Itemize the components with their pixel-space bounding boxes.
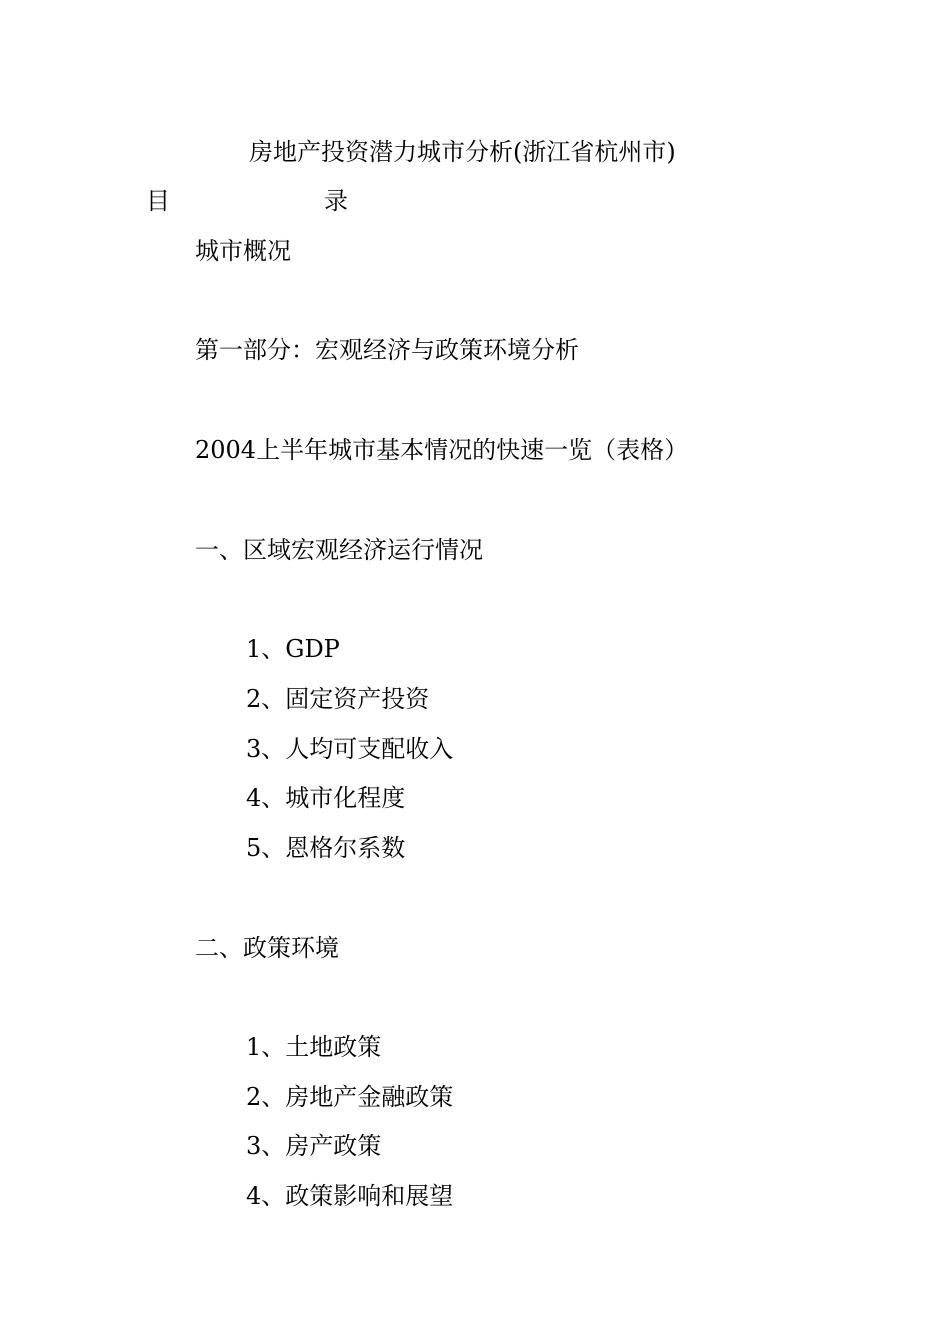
toc-entry-quick-overview: 2004上半年城市基本情况的快速一览（表格） <box>195 436 689 464</box>
toc-entry-engel: 5、恩格尔系数 <box>246 834 406 862</box>
toc-heading-right: 录 <box>324 187 348 215</box>
toc-entry-urbanization: 4、城市化程度 <box>246 784 406 812</box>
document-title: 房地产投资潜力城市分析(浙江省杭州市) <box>249 138 676 166</box>
toc-entry-fixed-investment: 2、固定资产投资 <box>246 685 430 713</box>
toc-entry-section-two: 二、政策环境 <box>195 934 339 962</box>
toc-entry-disposable-income: 3、人均可支配收入 <box>246 735 454 763</box>
toc-entry-section-one: 一、区域宏观经济运行情况 <box>195 536 483 564</box>
toc-entry-city-overview: 城市概况 <box>195 237 291 265</box>
toc-heading-left: 目 <box>146 187 170 215</box>
toc-entry-part-one: 第一部分：宏观经济与政策环境分析 <box>195 336 579 364</box>
toc-entry-gdp: 1、GDP <box>246 635 340 663</box>
toc-entry-finance-policy: 2、房地产金融政策 <box>246 1083 454 1111</box>
toc-entry-policy-outlook: 4、政策影响和展望 <box>246 1182 454 1210</box>
toc-entry-land-policy: 1、土地政策 <box>246 1033 382 1061</box>
toc-entry-housing-policy: 3、房产政策 <box>246 1132 382 1160</box>
